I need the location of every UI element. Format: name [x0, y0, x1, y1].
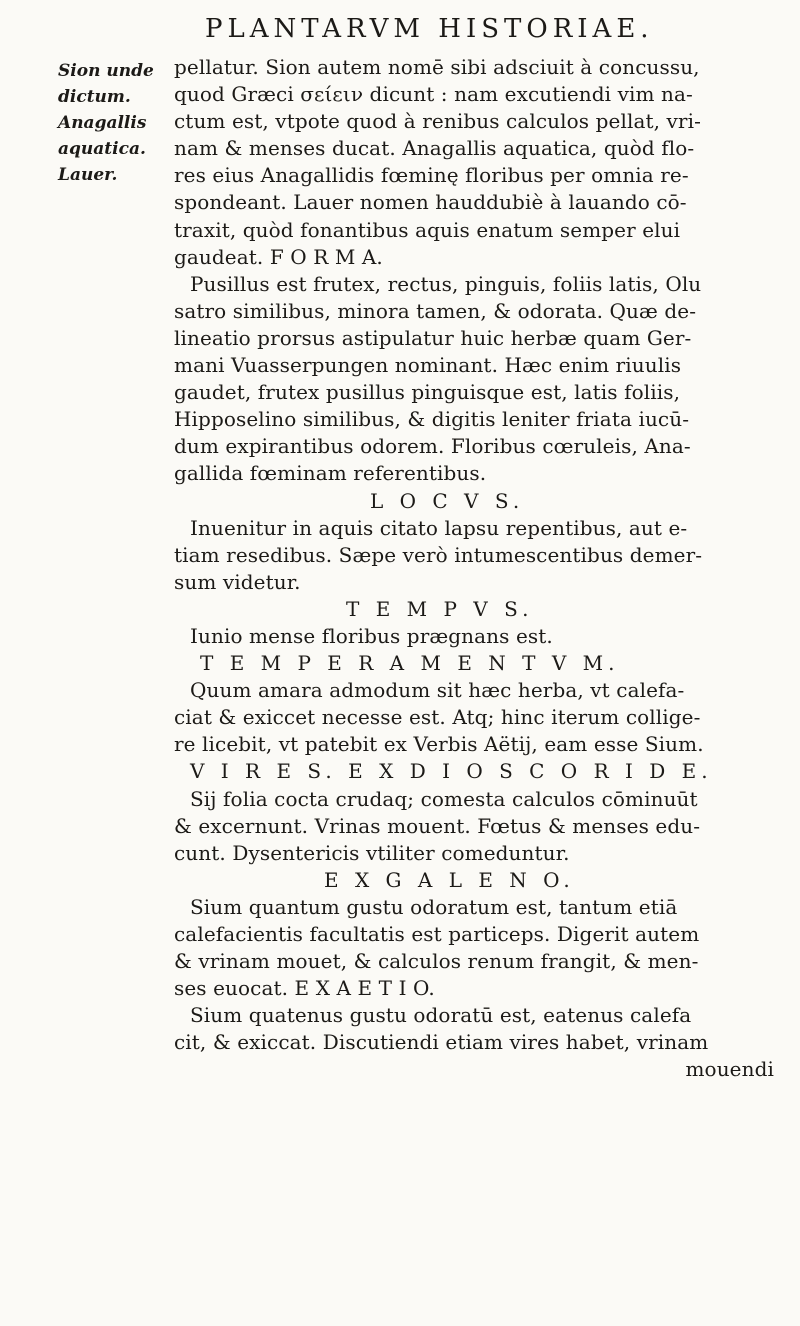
text-line: & vrinam mouet, & calculos renum frangit, & men- [174, 949, 699, 974]
margin-note: dictum. [58, 87, 131, 107]
body-text [174, 54, 774, 1084]
section-heading: E X G A L E N O. [324, 867, 575, 892]
running-header: PLANTARVM HISTORIAE. [205, 14, 654, 44]
text-line: dum expirantibus odorem. Floribus cœruleis, Ana- [174, 434, 691, 459]
text-line: Hipposelino similibus, & digitis leniter friata iucū- [174, 407, 690, 432]
text-line: Sium quatenus gustu odoratū est, eatenus calefa [190, 1003, 692, 1028]
text-line: sum videtur. [174, 569, 301, 594]
section-heading: T E M P V S. [346, 596, 534, 621]
margin-notes [58, 58, 176, 188]
text-line: ciat & exiccet necesse est. Atq; hinc iterum collige- [174, 705, 701, 730]
text-line: Iunio mense floribus prægnans est. [190, 623, 553, 648]
text-line: re licebit, vt patebit ex Verbis Aëtij, eam esse Sium. [174, 732, 704, 757]
margin-note: aquatica. [58, 139, 146, 159]
text-line: Sium quantum gustu odoratum est, tantum etiā [190, 894, 678, 919]
text-line: Sij folia cocta crudaq; comesta calculos cōminuūt [190, 786, 698, 811]
text-line: cunt. Dysentericis vtiliter comeduntur. [174, 840, 570, 865]
text-line: gaudeat. F O R M A. [174, 244, 383, 269]
margin-note: Sion unde [58, 61, 154, 81]
text-line: quod Græci σείειν dicunt : nam excutiendi vim na- [174, 82, 693, 107]
margin-note: Lauer. [58, 165, 118, 185]
text-line: ses euocat. E X A E T I O. [174, 976, 435, 1001]
text-line: Pusillus est frutex, rectus, pinguis, foliis latis, Olu [190, 271, 702, 296]
text-line: Inuenitur in aquis citato lapsu repentibus, aut e- [190, 515, 688, 540]
text-line: calefacientis facultatis est particeps. Digerit autem [174, 922, 700, 946]
text-line: gallida fœminam referentibus. [174, 461, 487, 486]
text-line: res eius Anagallidis fœminę floribus per omnia re- [174, 163, 689, 188]
text-line: tiam resedibus. Sæpe verò intumescentibus demer- [174, 542, 703, 567]
text-line: gaudet, frutex pusillus pinguisque est, latis foliis, [174, 380, 681, 405]
margin-note: Anagallis [58, 113, 147, 133]
text-line: pellatur. Sion autem nomē sibi adsciuit à concussu, [174, 55, 700, 79]
text-line: Quum amara admodum sit hæc herba, vt calefa- [190, 678, 685, 703]
text-line: lineatio prorsus astipulatur huic herbæ quam Ger- [174, 325, 692, 350]
text-line: & excernunt. Vrinas mouent. Fœtus & menses edu- [174, 813, 701, 838]
section-heading: V I R E S. E X D I O S C O R I D E. [190, 759, 713, 784]
text-line: traxit, quòd fonantibus aquis enatum semper elui [174, 217, 681, 242]
text-line: nam & menses ducat. Anagallis aquatica, quòd flo- [174, 136, 695, 161]
section-heading: L O C V S. [370, 488, 525, 513]
text-line: mani Vuasserpungen nominant. Hæc enim riuulis [174, 353, 682, 378]
text-line: cit, & exiccat. Discutiendi etiam vires habet, vrinam [174, 1030, 709, 1055]
catchword: mouendi [685, 1057, 774, 1082]
text-line: spondeant. Lauer nomen hauddubiè à lauando cō- [174, 190, 687, 215]
text-line: ctum est, vtpote quod à renibus calculos pellat, vri- [174, 109, 701, 134]
section-heading: T E M P E R A M E N T V M. [200, 651, 620, 676]
text-line: satro similibus, minora tamen, & odorata. Quæ de- [174, 298, 697, 323]
